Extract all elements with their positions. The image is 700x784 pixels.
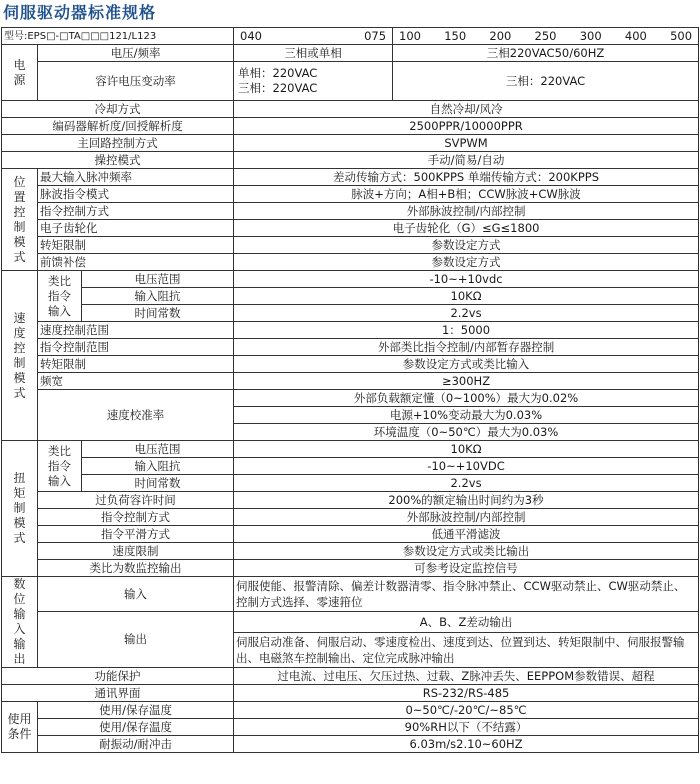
row-label: 转矩限制 [38, 356, 234, 373]
sub-line: 类比 [48, 273, 71, 288]
sub-line: 指令 [48, 288, 71, 303]
row-value: 伺服使能、报警清除、偏差计数器清零、指令脉冲禁止、CCW驱动禁止、CW驱动禁止、控制方式选择、零速箝位 [234, 577, 699, 612]
section-char: 矩 [13, 486, 26, 500]
row-label: 通讯界面 [2, 685, 234, 702]
row-label: 电压范围 [82, 441, 234, 458]
row-value: 环境温度（0~50℃）最大为0.03% [234, 424, 699, 441]
section-char: 模 [13, 370, 26, 385]
model-label: 型号:EPS□-□TA□□□121/L123 [2, 28, 234, 45]
row-value: 三相220VAC50/60HZ [393, 45, 699, 62]
row-value: 三相：220VAC [393, 62, 699, 101]
section-char: 输 [13, 637, 26, 651]
row-value: 参数设定方式或类比输入 [234, 356, 699, 373]
row-label: 时间常数 [82, 305, 234, 322]
speed-analog-label [38, 271, 82, 322]
row-label: 转矩限制 [38, 237, 234, 254]
row-value: 2.2vs [234, 475, 699, 492]
row-value: 低通平滑滤波 [234, 526, 699, 543]
row-value: 2500PPR/10000PPR [234, 118, 699, 135]
row-value [234, 62, 393, 101]
row-value: 差动传输方式：500KPPS 单端传输方式：200KPPS [234, 169, 699, 186]
row-value: -10~+10vdc [234, 271, 699, 288]
row-value: 10KΩ [234, 288, 699, 305]
section-char: 扭 [13, 471, 26, 485]
sub-line: 类比 [48, 443, 71, 458]
section-char: 模 [13, 516, 26, 530]
row-label: 容许电压变动率 [38, 62, 234, 101]
row-label: 过负荷容许时间 [38, 492, 234, 509]
row-value: 可参考设定监控信号 [234, 560, 699, 577]
section-char: 位 [13, 174, 26, 189]
row-value: 伺服启动准备、伺服启动、零速度检出、速度到达、位置到达、转矩限制中、伺服报警输出、电磁煞车控制输出、定位完成脉冲输出 [234, 633, 699, 668]
section-position [2, 169, 38, 271]
section-char: 使用 [7, 712, 32, 726]
section-power [2, 45, 38, 101]
row-value: 电子齿轮化（G）≤G≤1800 [234, 220, 699, 237]
row-label: 时间常数 [82, 475, 234, 492]
page-title: 伺服驱动器标准规格 [3, 3, 157, 22]
header-cell: 040 [240, 28, 262, 43]
row-label: 指令控制方式 [38, 509, 234, 526]
row-label: 冷却方式 [2, 101, 234, 118]
row-label: 耐振动/耐冲击 [38, 736, 234, 753]
section-char: 式 [13, 531, 26, 545]
header-row [2, 28, 699, 45]
section-char: 模 [13, 234, 26, 249]
row-label: 功能保护 [2, 668, 234, 685]
row-label: 使用/保存温度 [38, 702, 234, 719]
row-value: 过电流、过电压、欠压过热、过载、Z脉冲丢失、EEPPOM参数错误、超程 [234, 668, 699, 685]
row-label: 电压范围 [82, 271, 234, 288]
row-value: 90%RH以下（不结露） [234, 719, 699, 736]
section-environment [2, 702, 38, 753]
row-value: 参数设定方式 [234, 254, 699, 271]
row-label: 电压/频率 [38, 45, 234, 62]
section-char: 入 [13, 622, 26, 636]
header-cell: 150 [444, 28, 467, 43]
row-label: 使用/保存温度 [38, 719, 234, 736]
row-label: 速度控制范围 [38, 322, 234, 339]
row-value: 外部脉波控制/内部控制 [234, 509, 699, 526]
row-label: 电子齿轮化 [38, 220, 234, 237]
row-label: 指令控制范围 [38, 339, 234, 356]
row-value: 参数设定方式 [234, 237, 699, 254]
section-char: 条件 [7, 727, 32, 741]
section-char: 式 [13, 249, 26, 264]
row-value: 0~50℃/-20℃/~85℃ [234, 702, 699, 719]
section-char: 制 [13, 219, 26, 234]
section-char: 式 [13, 385, 26, 400]
row-value: 200%的额定输出时间约为3秒 [234, 492, 699, 509]
row-label: 速度限制 [38, 543, 234, 560]
row-value: 电源+10%变动最大为0.03% [234, 407, 699, 424]
value-line: 单相：220VAC [238, 66, 318, 80]
section-char: 度 [13, 325, 26, 340]
section-char: 源 [13, 72, 26, 87]
row-label: 前馈补偿 [38, 254, 234, 271]
row-value: 脉波+方向；A相+B相；CCW脉波+CW脉波 [234, 186, 699, 203]
header-cell: 075 [364, 28, 387, 43]
row-value: 10KΩ [234, 441, 699, 458]
sub-line: 指令 [48, 458, 71, 473]
row-value: ≥300HZ [234, 373, 699, 390]
row-value: 手动/简易/自动 [234, 152, 699, 169]
section-char: 控 [13, 340, 26, 355]
row-label: 速度校准率 [38, 390, 234, 441]
row-value: 2.2vs [234, 305, 699, 322]
section-char: 位 [13, 592, 26, 606]
row-value: -10~+10VDC [234, 458, 699, 475]
section-char: 数 [13, 577, 26, 591]
row-label: 操控模式 [2, 152, 234, 169]
header-group2 [393, 28, 699, 45]
section-torque [2, 441, 38, 577]
row-value: 三相或单相 [234, 45, 393, 62]
section-char: 出 [13, 652, 26, 666]
row-value: 6.03m/s2.10~60HZ [234, 736, 699, 753]
row-label: 指令平滑方式 [38, 526, 234, 543]
row-value: A、B、Z差动输出 [234, 612, 699, 633]
row-label: 输出 [38, 612, 234, 668]
row-label: 频宽 [38, 373, 234, 390]
row-label: 主回路控制方式 [2, 135, 234, 152]
header-cell: 400 [624, 28, 647, 43]
row-value: 外部负载额定懂（0~100%）最大为0.02% [234, 390, 699, 407]
section-char: 置 [13, 189, 26, 204]
section-speed [2, 271, 38, 441]
header-cell: 200 [489, 28, 512, 43]
row-label: 输入阻抗 [82, 458, 234, 475]
row-value: 1：5000 [234, 322, 699, 339]
value-line: 三相：220VAC [238, 81, 318, 95]
row-label: 输入 [38, 577, 234, 612]
row-value: 自然冷却/风冷 [234, 101, 699, 118]
row-label: 输入阻抗 [82, 288, 234, 305]
torque-analog-label [38, 441, 82, 492]
header-cell: 100 [399, 28, 421, 43]
row-value: 参数设定方式或类比输出 [234, 543, 699, 560]
header-group1 [234, 28, 393, 45]
section-char: 输 [13, 607, 26, 621]
section-char: 制 [13, 355, 26, 370]
section-char: 速 [13, 310, 26, 325]
section-char: 制 [13, 501, 26, 515]
header-cell: 250 [534, 28, 557, 43]
sub-line: 输入 [48, 473, 71, 488]
row-value: 外部脉波控制/内部控制 [234, 203, 699, 220]
section-digital-io [2, 577, 38, 668]
header-cell: 500 [670, 28, 693, 43]
row-label: 类比为数监控输出 [38, 560, 234, 577]
row-label: 脉波指令模式 [38, 186, 234, 203]
row-value: RS-232/RS-485 [234, 685, 699, 702]
row-label: 指令控制方式 [38, 203, 234, 220]
sub-line: 输入 [48, 303, 71, 318]
row-value: 外部类比指令控制/内部暂存器控制 [234, 339, 699, 356]
header-cell: 300 [579, 28, 602, 43]
section-char: 控 [13, 204, 26, 219]
row-value: SVPWM [234, 135, 699, 152]
row-label: 编码器解析度/回授解析度 [2, 118, 234, 135]
row-label: 最大输入脉冲频率 [38, 169, 234, 186]
section-char: 电 [13, 57, 26, 72]
spec-table [1, 27, 699, 753]
